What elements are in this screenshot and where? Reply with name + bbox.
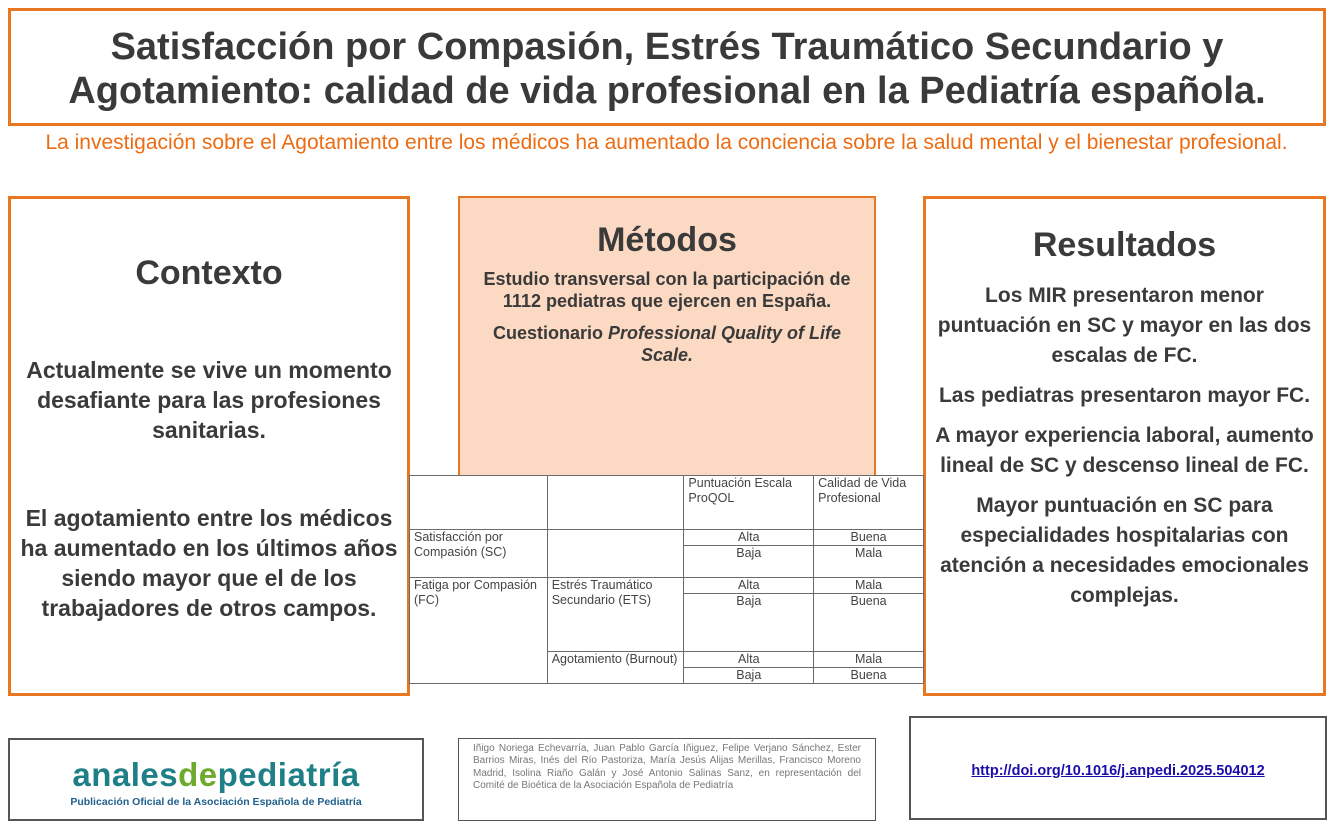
fc-label-cell: Fatiga por Compasión (FC) [410,578,548,684]
table-header-cell: Puntuación Escala ProQOL [684,476,814,530]
journal-logo-box [8,738,424,821]
table-cell: Mala [814,578,924,594]
title-box [8,8,1326,126]
resultado-item: A mayor experiencia laboral, aumento lineal de SC y descenso lineal de FC. [935,424,1314,477]
proqol-table [409,475,924,684]
table-row [410,578,924,594]
table-row [410,530,924,546]
metodos-panel [458,196,876,478]
table-header-cell [410,476,548,530]
contexto-panel [8,196,410,696]
table-cell: Mala [814,546,924,578]
table-cell: Alta [684,652,814,668]
table-cell: Mala [814,652,924,668]
empty-cell [547,530,684,578]
table-header-cell: Calidad de Vida Profesional [814,476,924,530]
metodos-heading: Métodos [597,221,737,259]
page-title-line1: Satisfacción por Compasión, Estrés Traumático Secundario y [110,26,1224,68]
logo-tagline: Publicación Oficial de la Asociación Española de Pediatría [70,796,362,808]
logo-part-anales: anales [72,756,179,793]
sc-label-cell: Satisfacción por Compasión (SC) [410,530,548,578]
table-header-cell [547,476,684,530]
contexto-paragraph-2: El agotamiento entre los médicos ha aumentado en los últimos años siendo mayor que el de los trabajadores de otros campos. [20,505,398,621]
table-cell: Baja [684,668,814,684]
resultado-item: Mayor puntuación en SC para especialidades hospitalarias con atención a necesidades emocionales complejas. [940,494,1309,607]
authors-text: Iñigo Noriega Echevarría, Juan Pablo García Iñiguez, Felipe Verjano Sánchez, Ester Barrios Miras, Inés del Río Pastoriza, María Jesús Alijas Merillas, Francisco Moreno Madrid, Isolina Riaño Galán y José Antonio Salinas Sanz, en representación del Comité de Bioética de la Asociación Española de Pediatría [473,743,861,792]
burnout-label-cell: Agotamiento (Burnout) [547,652,684,684]
table-cell: Buena [814,668,924,684]
resultados-heading: Resultados [1032,226,1217,264]
metodos-questionnaire-prefix: Cuestionario [492,323,603,343]
table-cell: Buena [814,594,924,652]
contexto-paragraph-1: Actualmente se vive un momento desafiante para las profesiones sanitarias. [26,357,392,443]
resultados-panel [923,196,1326,696]
table-cell: Baja [684,594,814,652]
ets-label-cell: Estrés Traumático Secundario (ETS) [547,578,684,652]
logo-part-pediatria: pediatría [217,756,360,793]
metodos-paragraph-1: Estudio transversal con la participación de 1112 pediatras que ejercen en España. [483,269,851,311]
page-title-line2: Agotamiento: calidad de vida profesional en la Pediatría española. [68,70,1266,112]
logo-part-de: de [178,756,218,793]
table-cell: Baja [684,546,814,578]
table-cell: Alta [684,578,814,594]
resultado-item: Los MIR presentaron menor puntuación en SC y mayor en las dos escalas de FC. [937,284,1312,367]
table-cell: Alta [684,530,814,546]
subtitle: La investigación sobre el Agotamiento entre los médicos ha aumentado la conciencia sobre la salud mental y el bienestar profesional. [45,131,1288,154]
metodos-paragraph-2 [460,322,874,366]
doi-box [909,716,1327,820]
authors-box [458,738,876,821]
resultado-item: Las pediatras presentaron mayor FC. [938,384,1311,407]
journal-logo [10,756,422,794]
metodos-questionnaire-name: Professional Quality of Life Scale. [607,323,842,365]
table-cell: Buena [814,530,924,546]
contexto-heading: Contexto [135,254,283,292]
doi-link[interactable]: http://doi.org/10.1016/j.anpedi.2025.504012 [971,763,1265,779]
table-header-row [410,476,924,530]
